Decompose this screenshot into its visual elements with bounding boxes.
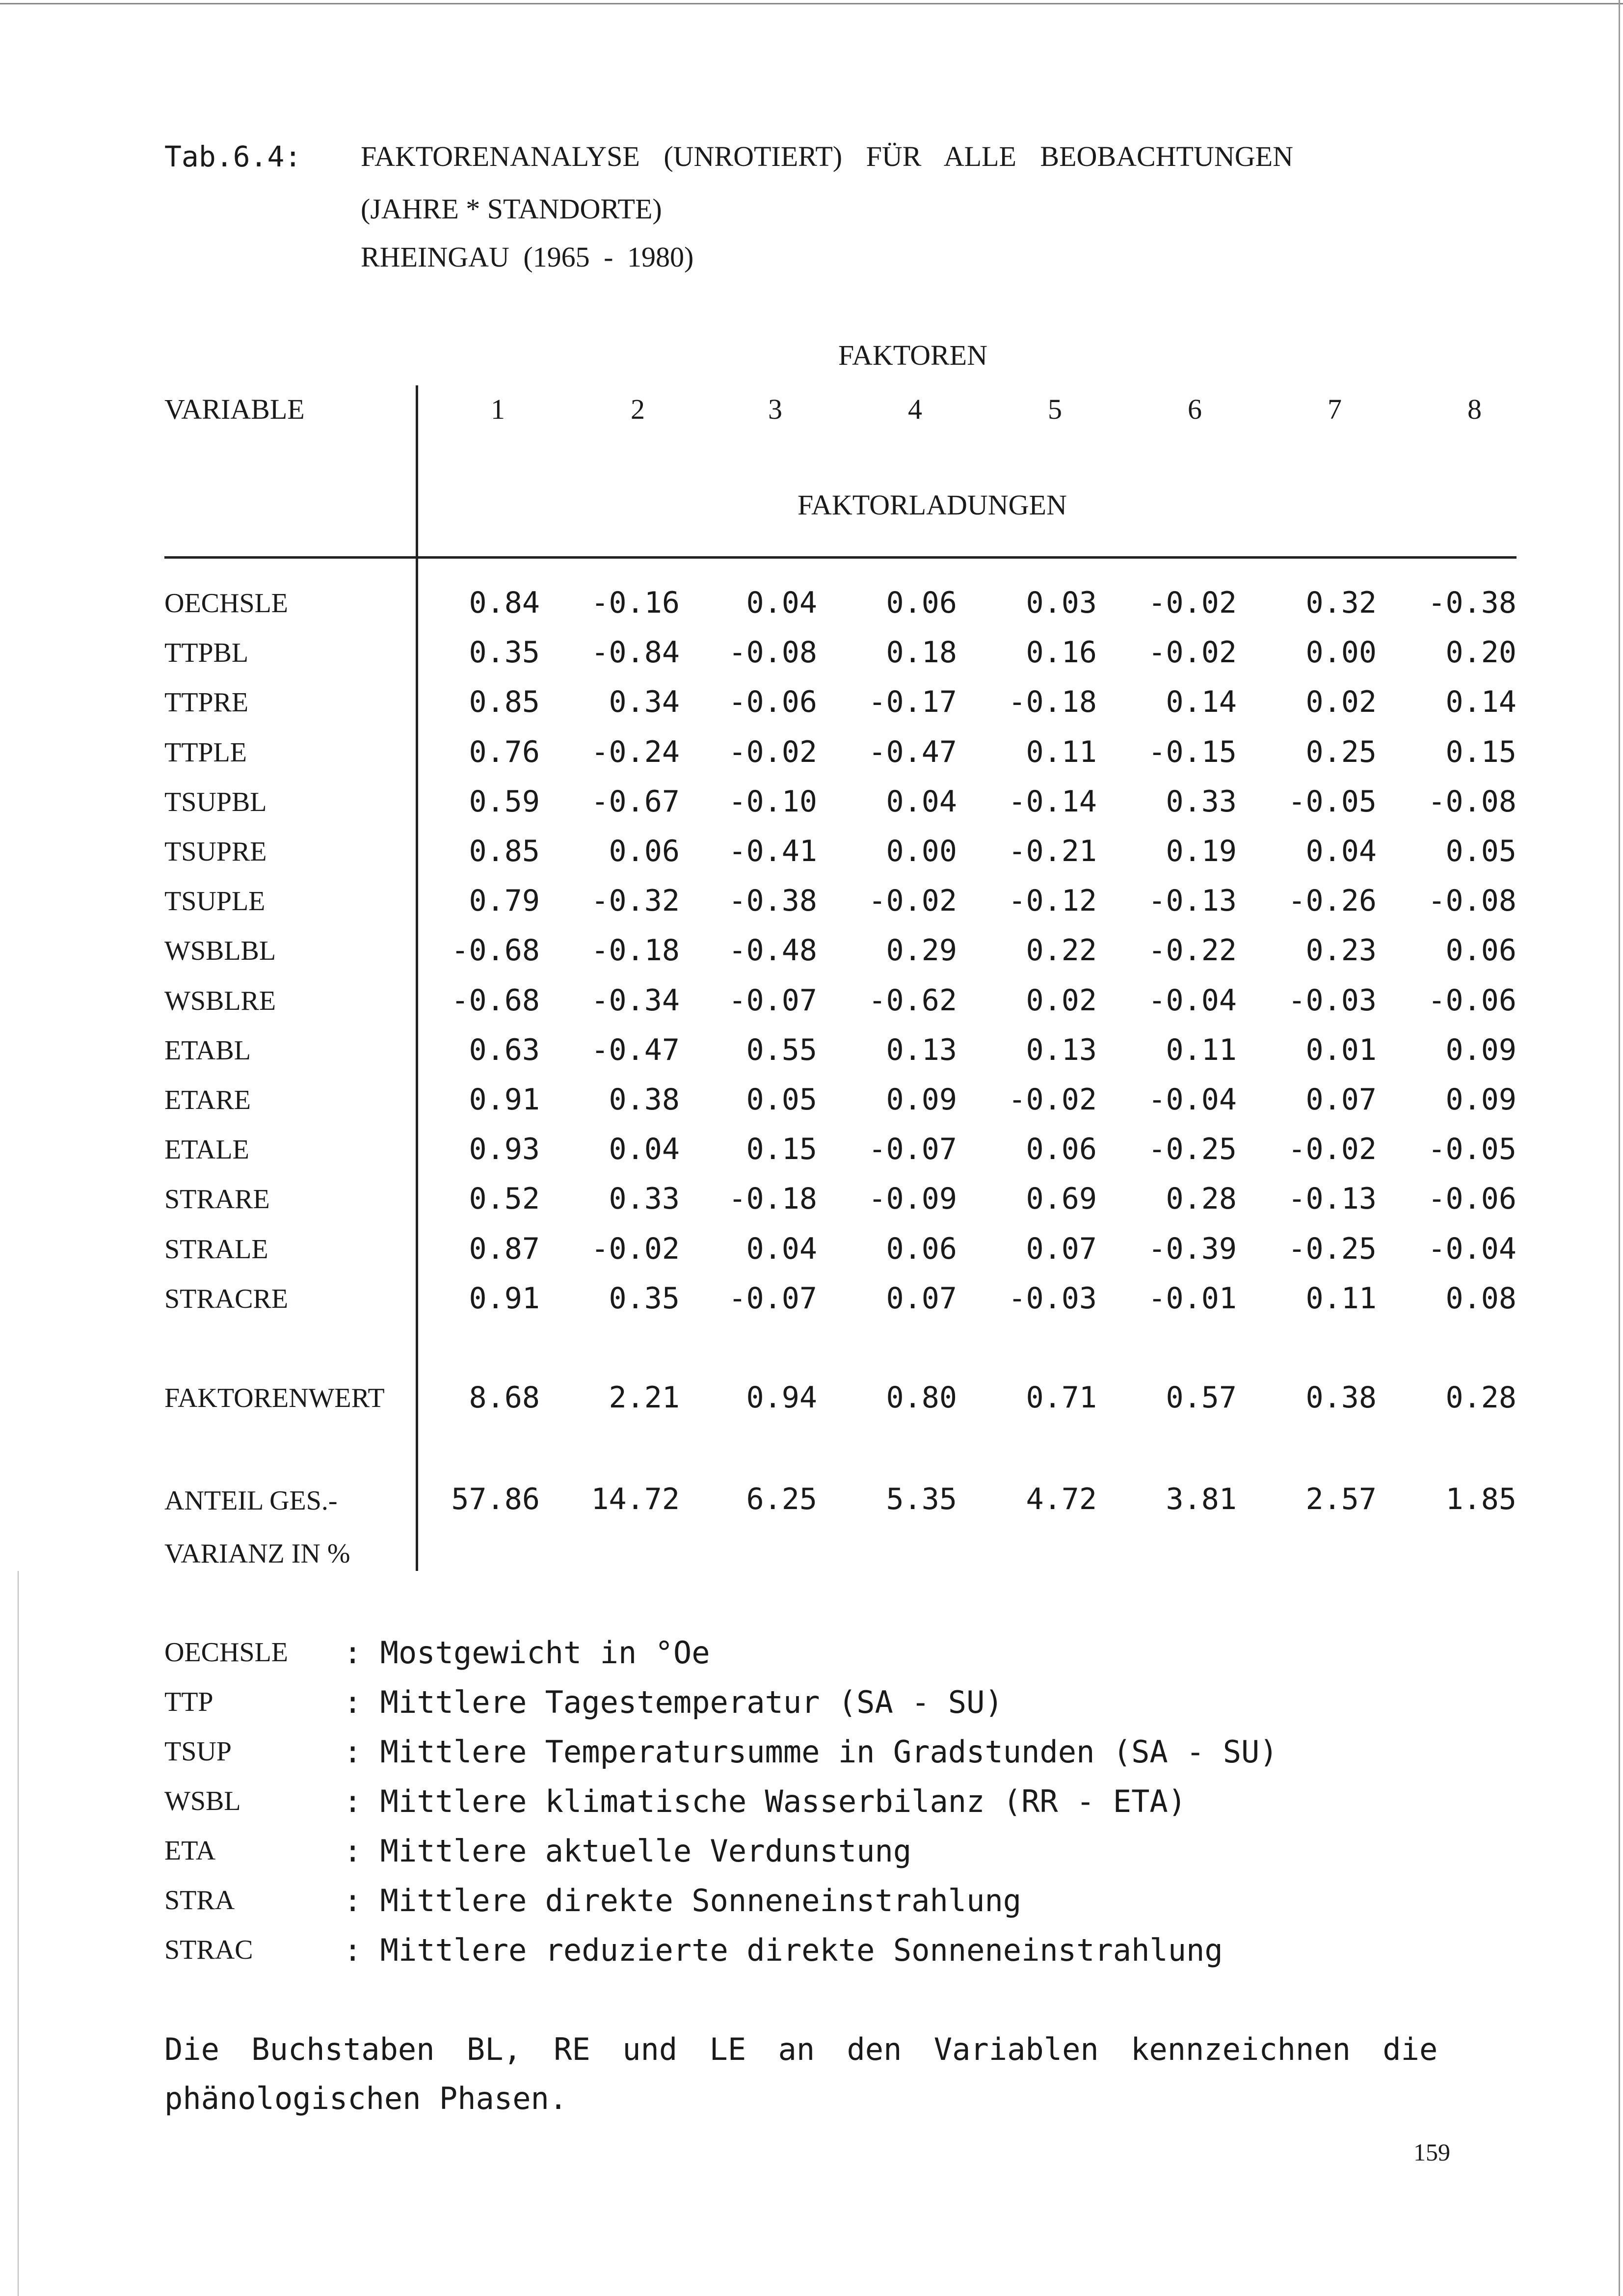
loading-cell: 0.15 [746,1132,817,1166]
legend-abbr: TTP [164,1687,213,1717]
loading-cell: -0.18 [728,1182,817,1216]
table-header-rule [164,556,1517,559]
loading-cell: 0.87 [469,1232,540,1266]
footer-note-line-1: Die Buchstaben BL, RE und LE an den Variablen kennzeichnen die [164,2031,1438,2067]
loading-cell: -0.47 [868,735,957,769]
loading-cell: 0.38 [609,1082,680,1117]
table-label: Tab.6.4: [164,140,302,173]
loading-cell: 0.85 [469,834,540,868]
loading-cell: -0.15 [1148,735,1237,769]
row-label: WSBLBL [164,936,276,966]
loading-cell: -0.18 [1008,685,1097,719]
loading-cell: -0.10 [728,784,817,819]
loading-cell: -0.02 [1008,1082,1097,1117]
loading-cell: 0.08 [1445,1281,1517,1316]
page-number: 159 [1413,2138,1450,2166]
loading-cell: 0.52 [469,1182,540,1216]
loading-cell: 0.04 [1305,834,1377,868]
variance-cell: 2.57 [1305,1482,1377,1516]
loading-cell: -0.06 [728,685,817,719]
loading-cell: 0.16 [1026,635,1097,670]
row-label: ETALE [164,1134,249,1165]
loading-cell: -0.26 [1288,884,1377,918]
loading-cell: -0.04 [1148,1082,1237,1117]
loading-cell: -0.39 [1148,1232,1237,1266]
factor-number-3: 3 [768,393,782,425]
loading-cell: 0.02 [1305,685,1377,719]
loading-cell: 0.35 [609,1281,680,1316]
loading-cell: 0.84 [469,586,540,620]
row-label: ETARE [164,1085,251,1115]
loading-cell: -0.13 [1288,1182,1377,1216]
loading-cell: -0.06 [1428,1182,1517,1216]
loading-cell: 0.00 [1305,635,1377,670]
loading-cell: -0.02 [1148,586,1237,620]
loading-cell: -0.17 [868,685,957,719]
loading-cell: 0.09 [1445,1033,1517,1067]
legend-description: : Mittlere Tagestemperatur (SA - SU) [344,1684,1003,1720]
loading-cell: -0.02 [868,884,957,918]
loading-cell: 0.18 [886,635,957,670]
variance-cell: 57.86 [451,1482,540,1516]
loading-cell: -0.04 [1428,1232,1517,1266]
row-label: TTPLE [164,737,247,768]
loading-cell: -0.47 [591,1033,680,1067]
loading-cell: 0.11 [1026,735,1097,769]
factor-number-5: 5 [1048,393,1062,425]
variance-cell: 5.35 [886,1482,957,1516]
loading-cell: -0.07 [728,1281,817,1316]
loading-cell: 0.07 [1305,1082,1377,1117]
loading-cell: 0.35 [469,635,540,670]
loading-cell: 0.04 [886,784,957,819]
variance-cell: 14.72 [591,1482,680,1516]
legend-abbr: WSBL [164,1786,241,1816]
row-label: TTPBL [164,638,249,668]
right-edge-rule [1619,0,1620,2296]
row-label: OECHSLE [164,588,288,619]
row-label: STRARE [164,1184,270,1215]
loading-cell: 0.11 [1166,1033,1237,1067]
loading-cell: 0.01 [1305,1033,1377,1067]
table-vertical-divider [416,385,418,1571]
legend-abbr: STRA [164,1885,235,1916]
loading-cell: -0.16 [591,586,680,620]
loading-cell: 0.91 [469,1281,540,1316]
loading-cell: 0.69 [1026,1182,1097,1216]
eigenvalue-cell: 0.38 [1305,1380,1377,1415]
factor-number-6: 6 [1188,393,1202,425]
loading-cell: -0.08 [1428,884,1517,918]
row-label: ETABL [164,1035,251,1066]
loading-cell: -0.32 [591,884,680,918]
loading-cell: 0.13 [886,1033,957,1067]
title-line-3: RHEINGAU (1965 - 1980) [361,241,694,273]
loading-cell: -0.03 [1008,1281,1097,1316]
loading-cell: 0.33 [1166,784,1237,819]
loading-cell: 0.29 [886,933,957,968]
eigenvalue-cell: 0.71 [1026,1380,1097,1415]
loading-cell: 0.09 [886,1082,957,1117]
loading-cell: 0.04 [746,1232,817,1266]
loading-cell: -0.68 [451,933,540,968]
loading-cell: 0.00 [886,834,957,868]
loading-cell: 0.63 [469,1033,540,1067]
loading-cell: 0.06 [886,1232,957,1266]
legend-description: : Mostgewicht in °Oe [344,1635,710,1671]
loading-cell: 0.13 [1026,1033,1097,1067]
loading-cell: -0.08 [1428,784,1517,819]
variance-cell: 4.72 [1026,1482,1097,1516]
loading-cell: 0.19 [1166,834,1237,868]
row-label: TSUPLE [164,886,266,917]
loading-cell: 0.07 [1026,1232,1097,1266]
loading-cell: 0.20 [1445,635,1517,670]
loading-cell: 0.04 [609,1132,680,1166]
eigenvalue-cell: 0.94 [746,1380,817,1415]
loading-cell: 0.06 [1026,1132,1097,1166]
legend-description: : Mittlere reduzierte direkte Sonneneinstrahlung [344,1932,1223,1968]
loading-cell: 0.32 [1305,586,1377,620]
loading-cell: -0.02 [1288,1132,1377,1166]
title-line-1: FAKTORENANALYSE (UNROTIERT) FÜR ALLE BEOBACHTUNGEN [361,140,1293,172]
loading-cell: 0.55 [746,1033,817,1067]
loading-cell: -0.02 [1148,635,1237,670]
loading-cell: -0.05 [1428,1132,1517,1166]
legend-abbr: STRAC [164,1935,253,1965]
loading-cell: 0.91 [469,1082,540,1117]
loading-cell: -0.68 [451,983,540,1018]
loadings-header: FAKTORLADUNGEN [798,489,1067,521]
legend-description: : Mittlere klimatische Wasserbilanz (RR - ETA) [344,1783,1187,1819]
variance-cell: 1.85 [1445,1482,1517,1516]
loading-cell: 0.03 [1026,586,1097,620]
loading-cell: -0.07 [728,983,817,1018]
row-label: TSUPBL [164,787,267,817]
loading-cell: -0.22 [1148,933,1237,968]
row-label: WSBLRE [164,986,276,1016]
loading-cell: -0.24 [591,735,680,769]
loading-cell: 0.05 [746,1082,817,1117]
row-label: TTPRE [164,687,249,718]
loading-cell: -0.25 [1288,1232,1377,1266]
loading-cell: 0.25 [1305,735,1377,769]
loading-cell: -0.07 [868,1132,957,1166]
loading-cell: 0.05 [1445,834,1517,868]
eigenvalue-cell: 8.68 [469,1380,540,1415]
eigenvalue-cell: 2.21 [609,1380,680,1415]
loading-cell: 0.14 [1166,685,1237,719]
loading-cell: -0.34 [591,983,680,1018]
loading-cell: 0.85 [469,685,540,719]
loading-cell: 0.06 [609,834,680,868]
loading-cell: -0.13 [1148,884,1237,918]
left-edge-rule [18,1571,19,2296]
loading-cell: -0.12 [1008,884,1097,918]
loading-cell: 0.33 [609,1182,680,1216]
loading-cell: -0.48 [728,933,817,968]
loading-cell: -0.25 [1148,1132,1237,1166]
loading-cell: 0.09 [1445,1082,1517,1117]
loading-cell: 0.14 [1445,685,1517,719]
loading-cell: 0.34 [609,685,680,719]
variance-label-2: VARIANZ IN % [164,1539,350,1569]
row-label: STRACRE [164,1284,289,1314]
legend-description: : Mittlere direkte Sonneneinstrahlung [344,1883,1022,1918]
loading-cell: 0.07 [886,1281,957,1316]
legend-description: : Mittlere aktuelle Verdunstung [344,1833,912,1869]
loading-cell: -0.06 [1428,983,1517,1018]
row-label: TSUPRE [164,837,267,867]
loading-cell: -0.62 [868,983,957,1018]
factor-number-1: 1 [491,393,505,425]
legend-abbr: TSUP [164,1736,232,1767]
row-label: STRALE [164,1234,268,1265]
loading-cell: -0.01 [1148,1281,1237,1316]
eigenvalue-cell: 0.80 [886,1380,957,1415]
loading-cell: 0.79 [469,884,540,918]
loading-cell: -0.05 [1288,784,1377,819]
loading-cell: 0.93 [469,1132,540,1166]
factor-number-7: 7 [1328,393,1342,425]
loading-cell: -0.38 [728,884,817,918]
loading-cell: 0.11 [1305,1281,1377,1316]
loading-cell: -0.04 [1148,983,1237,1018]
loading-cell: -0.09 [868,1182,957,1216]
loading-cell: -0.84 [591,635,680,670]
loading-cell: 0.23 [1305,933,1377,968]
legend-abbr: OECHSLE [164,1637,288,1668]
footer-note-line-2: phänologischen Phasen. [164,2080,568,2116]
factor-number-2: 2 [631,393,645,425]
loading-cell: -0.38 [1428,586,1517,620]
loading-cell: 0.06 [1445,933,1517,968]
variance-label-1: ANTEIL GES.- [164,1486,338,1516]
variance-cell: 3.81 [1166,1482,1237,1516]
legend-abbr: ETA [164,1836,216,1866]
loading-cell: -0.14 [1008,784,1097,819]
factor-number-4: 4 [908,393,922,425]
loading-cell: -0.41 [728,834,817,868]
title-line-2: (JAHRE * STANDORTE) [361,193,662,225]
loading-cell: -0.02 [728,735,817,769]
loading-cell: 0.04 [746,586,817,620]
eigenvalue-cell: 0.28 [1445,1380,1517,1415]
loading-cell: -0.18 [591,933,680,968]
variable-header: VARIABLE [164,393,305,425]
loading-cell: -0.67 [591,784,680,819]
loading-cell: -0.03 [1288,983,1377,1018]
loading-cell: 0.59 [469,784,540,819]
loading-cell: -0.21 [1008,834,1097,868]
loading-cell: 0.28 [1166,1182,1237,1216]
factor-number-8: 8 [1467,393,1482,425]
loading-cell: 0.76 [469,735,540,769]
loading-cell: -0.02 [591,1232,680,1266]
loading-cell: 0.02 [1026,983,1097,1018]
variance-cell: 6.25 [746,1482,817,1516]
loading-cell: -0.08 [728,635,817,670]
factors-header: FAKTOREN [838,339,987,371]
loading-cell: 0.06 [886,586,957,620]
loading-cell: 0.15 [1445,735,1517,769]
legend-description: : Mittlere Temperatursumme in Gradstunden (SA - SU) [344,1734,1278,1770]
top-edge-rule [0,3,1623,4]
eigenvalue-cell: 0.57 [1166,1380,1237,1415]
loading-cell: 0.22 [1026,933,1097,968]
eigenvalue-label: FAKTORENWERT [164,1383,385,1413]
